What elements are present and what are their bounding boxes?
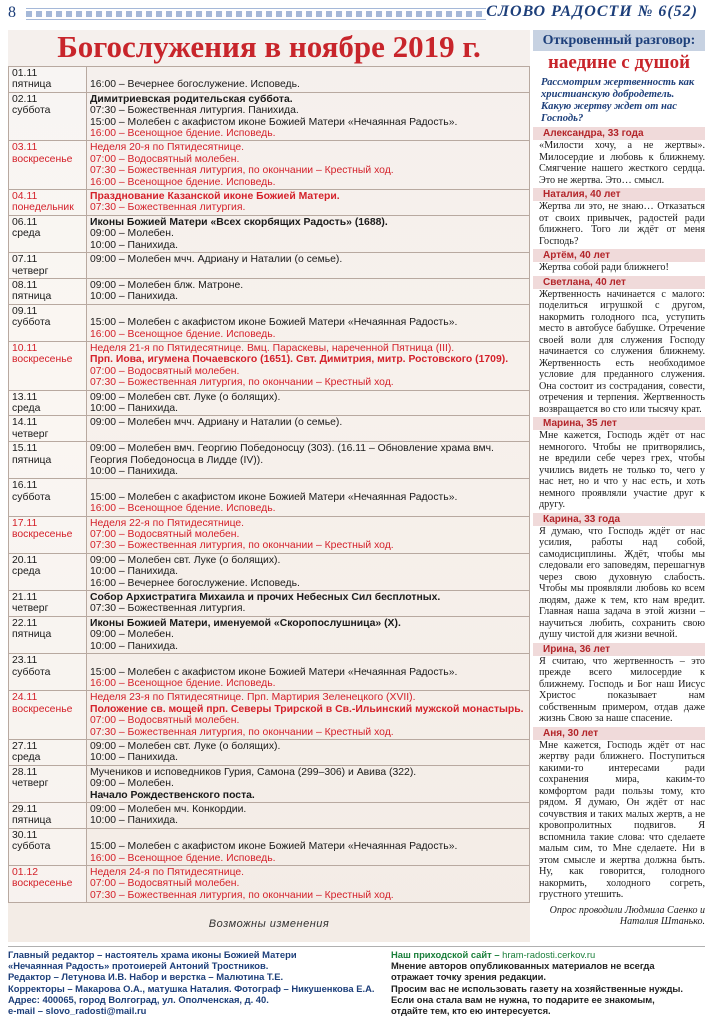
- respondent-name: Артём, 40 лет: [533, 249, 705, 262]
- schedule-entry: [90, 68, 526, 79]
- schedule-entry: 15:00 – Молебен с акафистом иконе Божией Матери «Нечаянная Радость».: [90, 491, 458, 503]
- schedule-date-cell: [9, 802, 87, 828]
- schedule-entry: 10:00 – Панихида.: [90, 815, 179, 827]
- schedule-entry: 07:30 – Божественная литургия, по окончании – Крестный ход.: [90, 889, 394, 901]
- schedule-row: [9, 141, 530, 190]
- schedule-events-cell: [87, 516, 530, 553]
- schedule-date-cell: [9, 304, 87, 341]
- schedule-entry: 07:30 – Божественная литургия, по окончании – Крестный ход.: [90, 165, 394, 177]
- schedule-entry: 07:00 – Водосвятный молебен.: [90, 153, 240, 165]
- schedule-entry: [90, 480, 526, 491]
- schedule-date-cell: [9, 516, 87, 553]
- schedule-weekday: воскресенье: [12, 153, 73, 165]
- schedule-entry: Начало Рождественского поста.: [90, 789, 255, 801]
- schedule-events-cell: [87, 92, 530, 141]
- schedule-weekday: воскресенье: [12, 529, 73, 541]
- schedule-entry: 10:00 – Панихида.: [90, 640, 179, 652]
- respondent-answer: Жертва собой ради ближнего!: [539, 262, 669, 273]
- schedule-entry: 09:00 – Молебен.: [90, 629, 174, 641]
- schedule-entry: 07:00 – Водосвятный молебен.: [90, 365, 240, 377]
- schedule-weekday: воскресенье: [12, 703, 73, 715]
- schedule-entry: 16:00 – Вечернее богослужение. Исповедь.: [90, 79, 300, 91]
- schedule-date-cell: [9, 253, 87, 279]
- schedule-events-cell: [87, 739, 530, 765]
- schedule-weekday: четверг: [12, 603, 49, 615]
- schedule-weekday: среда: [12, 566, 41, 578]
- schedule-events-cell: [87, 866, 530, 903]
- respondent-answer: «Милости хочу, а не жертвы». Милосердие и любовь к ближнему. Смягчение нашего жесткого сердца. Это не жертва. Это… смысл.: [539, 140, 705, 186]
- footer-divider: [8, 946, 705, 947]
- schedule-date-cell: [9, 341, 87, 390]
- respondent-name: Ирина, 36 лет: [533, 643, 705, 656]
- header-ornament: [26, 11, 486, 17]
- schedule-events-cell: [87, 390, 530, 416]
- schedule-date-cell: [9, 67, 87, 93]
- schedule-weekday: среда: [12, 402, 41, 414]
- schedule-entry: Димитриевская родительская суббота.: [90, 93, 293, 105]
- schedule-events-cell: [87, 190, 530, 216]
- schedule-date: 16.11: [12, 480, 38, 492]
- respondent-name: Аня, 30 лет: [533, 727, 705, 740]
- schedule-date: 01.11: [12, 68, 38, 79]
- schedule-entry: [90, 655, 526, 666]
- newspaper-title: СЛОВО РАДОСТИ № 6(52): [486, 3, 698, 20]
- notice-line: Если она стала вам не нужна, то подарите ее знакомым,: [391, 993, 655, 1005]
- schedule-entry: 09:00 – Молебен свт. Луке (о болящих).: [90, 554, 281, 566]
- schedule-date: 29.11: [12, 803, 38, 815]
- notice-line: отдайте тем, кто ею интересуется.: [391, 1005, 551, 1017]
- schedule-date: 21.11: [12, 592, 38, 604]
- sidebar-title: наедине с душой: [547, 52, 691, 73]
- schedule-entry: 10:00 – Панихида.: [90, 752, 179, 764]
- schedule-row: [9, 516, 530, 553]
- page-footer: [0, 946, 712, 1024]
- schedule-date: 08.11: [12, 279, 38, 291]
- schedule-entry: 15:00 – Молебен с акафистом иконе Божией Матери «Нечаянная Радость».: [90, 317, 458, 329]
- schedule-row: [9, 215, 530, 252]
- editor-line: Главный редактор – настоятель храма иконы Божией Матери: [8, 949, 297, 960]
- schedule-weekday: суббота: [12, 317, 51, 329]
- page-header: [0, 0, 712, 26]
- schedule-weekday: воскресенье: [12, 878, 73, 890]
- schedule-row: [9, 553, 530, 590]
- schedule-weekday: суббота: [12, 666, 51, 678]
- schedule-date: 17.11: [12, 517, 38, 529]
- schedule-weekday: суббота: [12, 841, 51, 853]
- schedule-weekday: пятница: [12, 291, 52, 303]
- schedule-events-cell: [87, 341, 530, 390]
- schedule-row: [9, 416, 530, 442]
- schedule-entry: [90, 306, 526, 317]
- site-link[interactable]: hram-radosti.cerkov.ru: [502, 949, 596, 960]
- schedule-entry: 10:00 – Панихида.: [90, 566, 179, 578]
- schedule-date: 23.11: [12, 655, 38, 667]
- schedule-entry: Собор Архистратига Михаила и прочих Небесных Сил бесплотных.: [90, 592, 441, 604]
- respondent-name: Марина, 35 лет: [533, 417, 705, 430]
- schedule-entry: 07:00 – Водосвятный молебен.: [90, 715, 240, 727]
- schedule-events-cell: [87, 304, 530, 341]
- schedule-date: 27.11: [12, 740, 38, 752]
- schedule-entry: 10:00 – Панихида.: [90, 402, 179, 414]
- schedule-entry: 10:00 – Панихида.: [90, 239, 179, 251]
- schedule-entry: 16:00 – Всенощное бдение. Исповедь.: [90, 677, 276, 689]
- schedule-events-cell: [87, 591, 530, 617]
- schedule-entry: 09:00 – Молебен мч. Конкордии.: [90, 803, 247, 815]
- schedule-entry: 09:00 – Молебен мчч. Адриану и Наталии (о семье).: [90, 254, 343, 266]
- schedule-date-cell: [9, 828, 87, 865]
- notice-line: отражает точку зрения редакции.: [391, 971, 546, 983]
- schedule-events-cell: [87, 141, 530, 190]
- respondent-answer: Мне кажется, Господь ждёт от нас немногого. Чтобы не притворялись, не вредили себе через грех, чтобы учились видеть не только то, чего у нас нет, но и что у нас есть, и хоть немного проявляли участие друг к другу.: [539, 430, 705, 510]
- schedule-row: [9, 190, 530, 216]
- schedule-entry: Мучеников и исповедников Гурия, Самона (299–306) и Авива (322).: [90, 766, 417, 778]
- changes-note: Возможны изменения: [208, 918, 330, 930]
- respondent-answer: Жертвенность начинается с малого: поделиться игрушкой с другом, накормить голодного пса, уступить место в автобусе бабушке. Отречение своей воли для служения Господу начинается со служения ближнему. Жертвенность есть необходимое условие для преданного служения. Она состоит из сострадания, совести, отречения и терпения. Жертвенность возвращается во сто или тысячу крат.: [539, 288, 705, 415]
- schedule-date: 09.11: [12, 305, 38, 317]
- schedule-date-cell: [9, 616, 87, 653]
- schedule-events-cell: [87, 553, 530, 590]
- schedule-events-cell: [87, 691, 530, 740]
- schedule-row: [9, 341, 530, 390]
- schedule-date-cell: [9, 390, 87, 416]
- schedule-row: [9, 479, 530, 516]
- schedule-events-cell: [87, 278, 530, 304]
- schedule-row: [9, 304, 530, 341]
- schedule-entry: Положение св. мощей прп. Северы Трирской в Св.-Ильинский мужской монастырь.: [90, 703, 524, 715]
- interview-sidebar: [533, 30, 705, 942]
- schedule-weekday: суббота: [12, 491, 51, 503]
- schedule-weekday: воскресенье: [12, 354, 73, 366]
- schedule-date: 30.11: [12, 829, 38, 841]
- schedule-weekday: среда: [12, 228, 41, 240]
- schedule-date: 06.11: [12, 216, 38, 228]
- schedule-events-cell: [87, 215, 530, 252]
- schedule-entry: Празднование Казанской иконе Божией Матери.: [90, 191, 340, 203]
- schedule-date-cell: [9, 416, 87, 442]
- schedule-entry: 07:30 – Божественная литургия. Панихида.: [90, 105, 299, 117]
- schedule-table: [8, 66, 530, 903]
- schedule-title: Богослужения в ноябре 2019 г.: [57, 29, 481, 64]
- schedule-date-cell: [9, 141, 87, 190]
- schedule-date-cell: [9, 591, 87, 617]
- schedule-events-cell: [87, 67, 530, 93]
- schedule-weekday: понедельник: [12, 202, 74, 214]
- notice-line: Мнение авторов опубликованных материалов не всегда: [391, 960, 655, 972]
- schedule-date-cell: [9, 866, 87, 903]
- schedule-events-cell: [87, 442, 530, 479]
- schedule-entry: 07:30 – Божественная литургия.: [90, 603, 246, 615]
- schedule-events-cell: [87, 479, 530, 516]
- schedule-weekday: пятница: [12, 629, 52, 641]
- schedule-events-cell: [87, 654, 530, 691]
- schedule-entry: Иконы Божией Матери, именуемой «Скоропослушница» (X).: [90, 617, 401, 629]
- respondent-name: Наталия, 40 лет: [533, 188, 705, 201]
- schedule-date: 14.11: [12, 417, 38, 429]
- schedule-weekday: суббота: [12, 105, 51, 117]
- schedule-section: [8, 30, 530, 942]
- schedule-row: [9, 442, 530, 479]
- editor-line: «Нечаянная Радость» протоиерей Антоний Тростников.: [8, 960, 269, 972]
- schedule-events-cell: [87, 802, 530, 828]
- schedule-entry: 15:00 – Молебен с акафистом иконе Божией Матери «Нечаянная Радость».: [90, 116, 458, 128]
- schedule-row: [9, 654, 530, 691]
- schedule-date: 28.11: [12, 766, 38, 778]
- schedule-entry: 09:00 – Молебен блж. Матроне.: [90, 279, 244, 291]
- schedule-entry: [90, 830, 526, 841]
- schedule-entry: 09:00 – Молебен свт. Луке (о болящих).: [90, 391, 281, 403]
- address-line: Адрес: 400065, город Волгоград, ул. Ополченская, д. 40.: [8, 993, 269, 1005]
- respondent-answer: Мне кажется, Господь ждёт от нас жертву ради ближнего. Поступиться какими-то интересами ради сохранения мира, каким-то комфортом ради пользы тому, кто рядом. Я думаю, Он ждёт от нас сочувствия и таких малых жертв, а не кровопролитных подвигов. Я вспомнила такие слова: что сделаете малым сим, то Мне сделаете. Ни в этом смысле и жертва должна быть. Ну, как говорится, голодного накормить, холодного согреть, грустного утешить.: [539, 739, 705, 900]
- schedule-weekday: среда: [12, 752, 41, 764]
- schedule-date-cell: [9, 765, 87, 802]
- schedule-date: 22.11: [12, 617, 38, 629]
- schedule-row: [9, 253, 530, 279]
- schedule-events-cell: [87, 416, 530, 442]
- schedule-date-cell: [9, 442, 87, 479]
- schedule-row: [9, 765, 530, 802]
- respondent-answer: Жертва ли это, не знаю… Отказаться от своих привычек, радостей ради ближнего. Того ли ждёт от меня Господь?: [539, 201, 705, 247]
- schedule-entry: 09:00 – Молебен мчч. Адриану и Наталии (о семье).: [90, 417, 343, 429]
- schedule-date: 01.12: [12, 867, 39, 878]
- schedule-entry: 16:00 – Всенощное бдение. Исповедь.: [90, 128, 276, 140]
- schedule-entry: 15:00 – Молебен с акафистом иконе Божией Матери «Нечаянная Радость».: [90, 666, 458, 678]
- schedule-row: [9, 390, 530, 416]
- schedule-row: [9, 866, 530, 903]
- schedule-entry: 16:00 – Всенощное бдение. Исповедь.: [90, 852, 276, 864]
- schedule-entry: 16:00 – Вечернее богослужение. Исповедь.: [90, 577, 300, 589]
- schedule-entry: 16:00 – Всенощное бдение. Исповедь.: [90, 328, 276, 340]
- survey-credit: Опрос проводили Людмила Саенко и Наталия Штанько.: [549, 904, 705, 927]
- schedule-entry: 07:30 – Божественная литургия, по окончании – Крестный ход.: [90, 377, 394, 389]
- schedule-date: 24.11: [12, 692, 38, 704]
- respondent-name: Светлана, 40 лет: [533, 276, 705, 289]
- schedule-entry: 07:30 – Божественная литургия.: [90, 202, 246, 214]
- schedule-date: 03.11: [12, 142, 38, 154]
- schedule-date: 20.11: [12, 554, 38, 566]
- schedule-events-cell: [87, 828, 530, 865]
- schedule-entry: 16:00 – Всенощное бдение. Исповедь.: [90, 503, 276, 515]
- schedule-date: 04.11: [12, 191, 38, 203]
- schedule-events-cell: [87, 616, 530, 653]
- schedule-weekday: пятница: [12, 815, 52, 827]
- schedule-date-cell: [9, 278, 87, 304]
- staff-line: Корректоры – Макарова О.А., матушка Наталия. Фотограф – Никушенкова Е.А.: [8, 982, 375, 994]
- schedule-entry: 09:00 – Молебен вмч. Георгию Победоносцу (303). (16.11 – Обновление храма вмч. Георгия Победоносца в Лидде (IV)).: [90, 443, 494, 466]
- schedule-weekday: пятница: [12, 79, 52, 91]
- schedule-weekday: пятница: [12, 454, 52, 466]
- respondent-answer: Я думаю, что Господь ждёт от нас усилия, работы над собой, самодисциплины. Ждёт, чтобы мы следовали его заповедям, перешагнув через свою духовную слабость. Чтобы мы проявляли любовь ко всем людям, даже к тем, кто нам вредит. Главная наша задача в этой жизни – научиться любить, сохранить свою душу чистой для жизни вечной.: [539, 525, 705, 640]
- schedule-row: [9, 278, 530, 304]
- schedule-date-cell: [9, 215, 87, 252]
- schedule-date: 02.11: [12, 93, 38, 105]
- schedule-entry: 09:00 – Молебен.: [90, 778, 174, 790]
- schedule-row: [9, 616, 530, 653]
- rubric-heading: Откровенный разговор:: [533, 30, 705, 51]
- schedule-row: [9, 691, 530, 740]
- notice-info: [391, 949, 705, 1016]
- schedule-entry: 15:00 – Молебен с акафистом иконе Божией Матери «Нечаянная Радость».: [90, 841, 458, 853]
- respondent-name: Александра, 33 года: [533, 127, 705, 140]
- respondent-answer: Я считаю, что жертвенность – это прежде всего милосердие к ближнему. Господь и Бог наш Иисус Христос показывает нам собственным примером, отдав даже жизнь Свою за наше спасение.: [539, 655, 705, 724]
- schedule-entry: Неделя 23-я по Пятидесятнице. Прп. Мартирия Зеленецкого (XVII).: [90, 692, 416, 704]
- schedule-entry: 07:30 – Божественная литургия, по окончании – Крестный ход.: [90, 726, 394, 738]
- schedule-date: 07.11: [12, 254, 38, 266]
- schedule-row: [9, 591, 530, 617]
- schedule-entry: 09:00 – Молебен свт. Луке (о болящих).: [90, 740, 281, 752]
- schedule-date-cell: [9, 654, 87, 691]
- schedule-events-cell: [87, 765, 530, 802]
- sidebar-intro: Рассмотрим жертвенность как христианскую добродетель. Какую жертву ждет от нас Господь?: [541, 77, 695, 124]
- schedule-row: [9, 67, 530, 93]
- schedule-entry: Неделя 24-я по Пятидесятнице.: [90, 867, 245, 878]
- schedule-entry: 07:30 – Божественная литургия, по окончании – Крестный ход.: [90, 540, 394, 552]
- schedule-date-cell: [9, 479, 87, 516]
- schedule-entry: 10:00 – Панихида.: [90, 291, 179, 303]
- schedule-row: [9, 802, 530, 828]
- schedule-date-cell: [9, 739, 87, 765]
- editorial-info: [8, 949, 378, 1016]
- schedule-weekday: четверг: [12, 778, 49, 790]
- schedule-entry: Неделя 22-я по Пятидесятнице.: [90, 517, 245, 529]
- schedule-entry: Неделя 20-я по Пятидесятнице.: [90, 142, 245, 154]
- schedule-date: 10.11: [12, 342, 38, 354]
- page-number: 8: [8, 4, 16, 21]
- schedule-row: [9, 92, 530, 141]
- schedule-entry: 16:00 – Всенощное бдение. Исповедь.: [90, 176, 276, 188]
- schedule-date-cell: [9, 190, 87, 216]
- schedule-entry: Иконы Божией Матери «Всех скорбящих Радость» (1688).: [90, 216, 388, 228]
- schedule-date: 13.11: [12, 391, 38, 403]
- respondent-name: Карина, 33 года: [533, 513, 705, 526]
- schedule-entry: 10:00 – Панихида.: [90, 466, 179, 477]
- schedule-events-cell: [87, 253, 530, 279]
- schedule-weekday: четверг: [12, 428, 49, 440]
- schedule-date-cell: [9, 553, 87, 590]
- schedule-row: [9, 739, 530, 765]
- responses-list: [533, 127, 705, 901]
- staff-line: Редактор – Летунова И.В. Набор и верстка – Малютина Т.Е.: [8, 971, 284, 983]
- notice-line: Просим вас не использовать газету на хозяйственные нужды.: [391, 982, 684, 994]
- schedule-date-cell: [9, 92, 87, 141]
- schedule-row: [9, 828, 530, 865]
- email-line[interactable]: e-mail – slovo_radosti@mail.ru: [8, 1005, 147, 1017]
- schedule-entry: Неделя 21-я по Пятидесятнице. Вмц. Параскевы, нареченной Пятница (III).: [90, 342, 455, 354]
- schedule-entry: 07:00 – Водосвятный молебен.: [90, 878, 240, 890]
- schedule-date: 15.11: [12, 443, 38, 455]
- schedule-entry: 09:00 – Молебен.: [90, 228, 174, 240]
- site-label: Наш приходской сайт –: [391, 949, 500, 960]
- schedule-date-cell: [9, 691, 87, 740]
- schedule-entry: Прп. Иова, игумена Почаевского (1651). Свт. Димитрия, митр. Ростовского (1709).: [90, 354, 509, 366]
- schedule-entry: 07:00 – Водосвятный молебен.: [90, 529, 240, 541]
- schedule-weekday: четверг: [12, 265, 49, 277]
